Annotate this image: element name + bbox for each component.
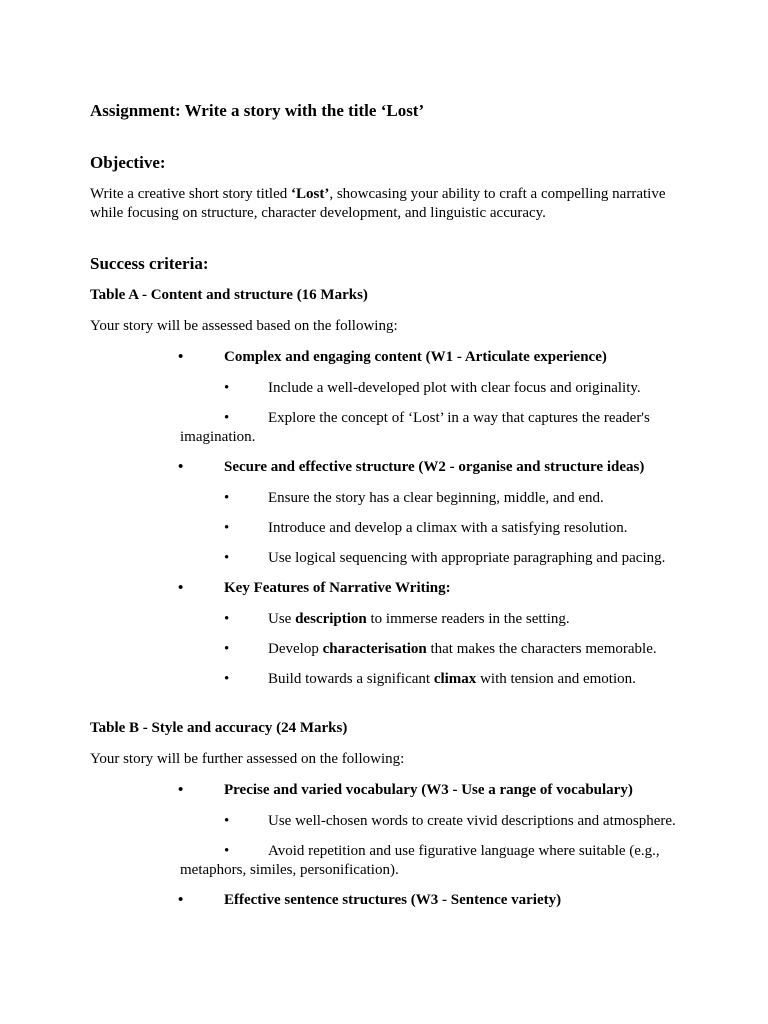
list-item-text-start: Use [268, 611, 296, 627]
objective-text-start: Write a creative short story titled [90, 186, 291, 202]
table-b-heading: Table B - Style and accuracy (24 Marks) [90, 720, 348, 736]
table-b-intro: Your story will be further assessed on the following: [90, 751, 405, 767]
bullet-icon: • [224, 380, 230, 396]
list-item-text-end: that makes the characters memorable. [426, 641, 657, 657]
keyword-climax: climax [433, 671, 477, 687]
list-item [180, 489, 678, 508]
list-item [180, 812, 678, 831]
bullet-icon: • [224, 843, 230, 859]
list-item-text: Include a well-developed plot with clear focus and originality. [268, 380, 641, 396]
criterion-title: Precise and varied vocabulary (W3 - Use a range of vocabulary) [224, 782, 633, 798]
bullet-icon: • [224, 671, 230, 687]
keyword-description: description [295, 611, 367, 627]
criterion-complex-content [90, 348, 678, 367]
list-item [180, 842, 678, 880]
bullet-icon: • [224, 490, 230, 506]
objective-heading: Objective: [90, 153, 166, 172]
bullet-icon: • [224, 410, 230, 426]
criterion-sentence-structures [90, 891, 678, 910]
list-item [180, 549, 678, 568]
criterion-vocabulary [90, 781, 678, 800]
list-item [180, 610, 678, 629]
bullet-icon: • [224, 641, 230, 657]
bullet-icon: • [224, 520, 230, 536]
list-item [180, 670, 678, 689]
list-item-text: Explore the concept of ‘Lost’ in a way that captures the reader's imagination. [180, 410, 650, 445]
bullet-icon: • [178, 459, 184, 475]
criterion-title: Effective sentence structures (W3 - Sentence variety) [224, 892, 562, 908]
objective-text-end: , showcasing your ability to craft a compelling narrative while focusing on structure, character development, and linguistic accuracy. [90, 186, 666, 221]
list-item-text-end: with tension and emotion. [476, 671, 636, 687]
bullet-icon: • [178, 580, 184, 596]
list-item [180, 519, 678, 538]
criterion-title: Complex and engaging content (W1 - Articulate experience) [224, 349, 607, 365]
table-a-intro: Your story will be assessed based on the following: [90, 318, 398, 334]
list-item-text: Avoid repetition and use figurative language where suitable (e.g., metaphors, similes, personification). [180, 843, 660, 878]
list-item-text: Use well-chosen words to create vivid descriptions and atmosphere. [268, 813, 676, 829]
list-item-text: Use logical sequencing with appropriate paragraphing and pacing. [268, 550, 666, 566]
bullet-icon: • [224, 611, 230, 627]
list-item-text: Ensure the story has a clear beginning, middle, and end. [268, 490, 604, 506]
list-item-text: Introduce and develop a climax with a satisfying resolution. [268, 520, 628, 536]
bullet-icon: • [178, 349, 184, 365]
list-item [180, 409, 678, 447]
list-item [180, 640, 678, 659]
bullet-icon: • [178, 892, 184, 908]
success-criteria-heading: Success criteria: [90, 254, 209, 273]
objective-title-bold: ‘Lost’ [291, 186, 330, 202]
list-item-text-start: Develop [268, 641, 323, 657]
criterion-title: Secure and effective structure (W2 - organise and structure ideas) [224, 459, 645, 475]
list-item-text-start: Build towards a significant [268, 671, 434, 687]
keyword-characterisation: characterisation [322, 641, 427, 657]
list-item [180, 379, 678, 398]
criterion-secure-structure [90, 458, 678, 477]
assignment-title: Assignment: Write a story with the title ‘Lost’ [90, 101, 425, 120]
bullet-icon: • [224, 550, 230, 566]
criterion-key-features [90, 579, 678, 598]
list-item-text-end: to immerse readers in the setting. [366, 611, 570, 627]
criterion-title: Key Features of Narrative Writing: [224, 580, 451, 596]
bullet-icon: • [178, 782, 184, 798]
bullet-icon: • [224, 813, 230, 829]
objective-text [90, 185, 678, 223]
table-a-heading: Table A - Content and structure (16 Marks) [90, 287, 368, 303]
